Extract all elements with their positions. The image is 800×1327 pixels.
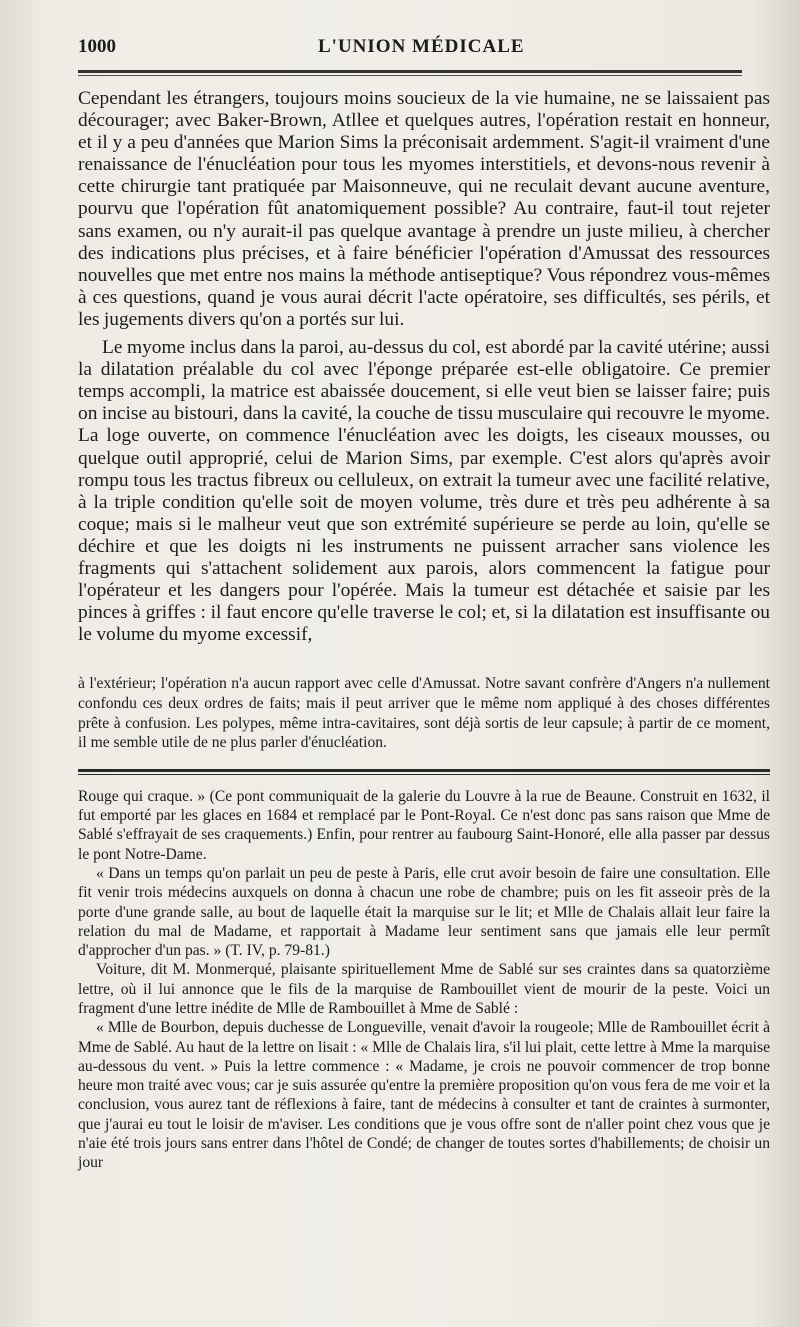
- header-rule-thin: [78, 75, 742, 76]
- header-rule: [78, 70, 742, 73]
- main-text: [78, 88, 770, 646]
- footnote-text: à l'extérieur; l'opération n'a aucun rapport avec celle d'Amussat. Notre savant confrère d'Angers n'a nullement confondu ces deux ordres de faits; mais il peut arriver que le même nom appliqué à des choses différentes prête à confusion. Les polypes, même intra-cavitaires, sont déjà sortis de leur capsule; à partir de ce moment, il me semble utile de ne plus parler d'énucléation.: [78, 675, 770, 752]
- page-header: [78, 36, 770, 64]
- feuilleton-paragraph: Rouge qui craque. » (Ce pont communiquait de la galerie du Louvre à la rue de Beaune. Construit en 1632, il fut emporté par les glaces en 1684 et remplacé par le Pont-Royal. Ce n'est donc pas sans raison que Mme de Sablé s'effrayait de ses craquements.) Enfin, pour rentrer au faubourg Saint-Honoré, elle alla passer par dessus le pont Notre-Dame.: [78, 787, 770, 863]
- paragraph: Cependant les étrangers, toujours moins soucieux de la vie humaine, ne se laissaient pas décourager; avec Baker-Brown, Atllee et quelques autres, l'opération restait en honneur, et il y a peu d'années que Marion Sims la préconisait ardemment. S'agit-il vraiment d'une renaissance de l'énucléation pour tous les myomes interstitiels, et devons-nous revenir à cette chirurgie tant pratiquée par Maisonneuve, qui ne reculait devant aucune aventure, pourvu que l'opération fût anatomiquement possible? Au contraire, faut-il tout rejeter sans examen, ou n'y aurait-il pas quelque avantage à prendre un juste milieu, à chercher des indications plus précises, et à faire bénéficier l'opération d'Amussat des ressources nouvelles que met entre nos mains la méthode antiseptique? Vous répondrez vous-mêmes à ces questions, quand je vous aurai décrit l'acte opératoire, ses difficultés, ses périls, et les jugements divers qu'on a portés sur lui.: [78, 88, 770, 330]
- feuilleton-text: [78, 787, 770, 1173]
- feuilleton-paragraph: Voiture, dit M. Monmerqué, plaisante spirituellement Mme de Sablé sur ses craintes dans sa quatorzième lettre, où il lui annonce que le fils de la marquise de Rambouillet vient de mourir de la peste. Voici un fragment d'une lettre inédite de Mlle de Rambouillet à Mme de Sablé :: [78, 961, 770, 1017]
- feuilleton-separator: [78, 769, 770, 775]
- paragraph: Le myome inclus dans la paroi, au-dessus du col, est abordé par la cavité utérine; aussi la dilatation préalable du col avec l'éponge préparée est-elle obligatoire. Ce premier temps accompli, la matrice est abaissée doucement, si elle veut bien se laisser faire; puis on incise au bistouri, dans la cavité, la couche de tissu musculaire qui recouvre le myome. La loge ouverte, on commence l'énucléation avec les doigts, les ciseaux mousses, ou quelque outil approprié, celui de Marion Sims, par exemple. C'est alors qu'après avoir rompu tous les tractus fibreux ou celluleux, on extrait la tumeur avec une facilité relative, à la triple condition qu'elle soit de moyen volume, très dure et très peu adhérente à sa coque; mais si le malheur veut que son extrémité supérieure se perde au loin, qu'elle se déchire et que les doigts ni les instruments ne puissent arracher sans violence les fragments qui s'attachent solidement aux parois, alors commencent la fatigue pour l'opérateur et les dangers pour l'opérée. Mais la tumeur est détachée et saisie par les pinces à griffes : il faut encore qu'elle traverse le col; et, si la dilatation est insuffisante ou le volume du myome excessif,: [78, 337, 770, 646]
- footnote: [78, 674, 770, 752]
- page-number: 1000: [78, 36, 116, 57]
- feuilleton-paragraph: « Dans un temps qu'on parlait un peu de peste à Paris, elle crut avoir besoin de faire une consultation. Elle fit venir trois médecins auxquels on donna à chacun une robe de chambre; puis on les fit asseoir près de la porte d'une grande salle, au bout de laquelle était la marquise sur le lit; et Mlle de Chalais allait leur faire la relation du mal de Madame, et rapportait à Madame leur sentiment sans que jamais elle leur permît d'approcher d'un pas. » (T. IV, p. 79-81.): [78, 864, 770, 960]
- running-head: L'UNION MÉDICALE: [318, 36, 525, 57]
- feuilleton-paragraph: « Mlle de Bourbon, depuis duchesse de Longueville, venait d'avoir la rougeole; Mlle de Rambouillet écrit à Mme de Sablé. Au haut de la lettre on lisait : « Mlle de Chalais lira, s'il lui plait, cette lettre à Mme la marquise au-dessous du vent. » Puis la lettre commence : « Madame, je crois ne pouvoir commencer de trop bonne heure mon traité avec vous; car je suis assurée qu'entre la première proposition qu'on vous fera de me voir et la conclusion, vous aurez tant de réflexions à faire, tant de médecins à consulter et tant de craintes à surmonter, que j'aurai eu tout le loisir de m'aviser. Les conditions que je vous offre sont de n'aller point chez vous que je n'aie été trois jours sans entrer dans l'hôtel de Condé; de changer de toutes sortes d'habillements; de choisir un jour: [78, 1019, 770, 1172]
